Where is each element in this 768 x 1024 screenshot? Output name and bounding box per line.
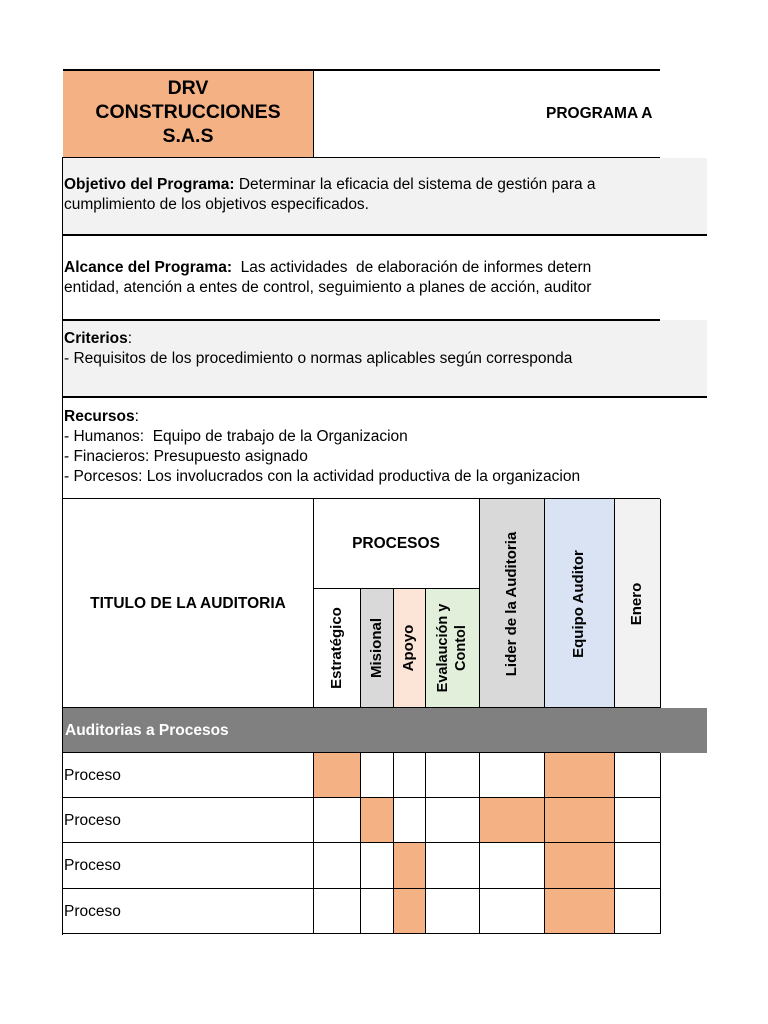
grid-line bbox=[63, 842, 660, 843]
grid-line bbox=[63, 888, 660, 889]
grid-line bbox=[63, 69, 660, 71]
grid-line bbox=[393, 753, 394, 934]
row4-apoyo-marked[interactable] bbox=[393, 889, 425, 934]
grid-line bbox=[313, 70, 314, 158]
col-enero-header bbox=[614, 499, 660, 708]
grid-line bbox=[425, 588, 426, 708]
grid-line bbox=[63, 234, 707, 236]
recursos-label: Recursos bbox=[64, 408, 135, 425]
grid-line bbox=[360, 588, 361, 708]
program-title bbox=[313, 70, 660, 158]
recursos-colon: : bbox=[134, 408, 139, 425]
alcance-text-2: entidad, atención a entes de control, seguimiento a planes de acción, auditor bbox=[64, 279, 592, 296]
grid-line bbox=[313, 753, 314, 934]
col-estrategico-header bbox=[313, 588, 360, 708]
row1-estrategico-marked[interactable] bbox=[313, 753, 360, 798]
grid-line bbox=[63, 157, 660, 158]
company-name-line2: CONSTRUCCIONES bbox=[95, 101, 281, 123]
recursos-text-2: - Finacieros: Presupuesto asignado bbox=[64, 448, 308, 465]
row-label: Proceso bbox=[64, 812, 121, 829]
grid-line bbox=[63, 498, 660, 499]
table-row[interactable] bbox=[64, 843, 313, 889]
row2-misional-marked[interactable] bbox=[360, 798, 393, 843]
alcance-section bbox=[64, 258, 661, 300]
grid-line bbox=[63, 319, 660, 321]
grid-line bbox=[313, 588, 479, 589]
grid-line bbox=[425, 753, 426, 934]
procesos-header-text: PROCESOS bbox=[352, 534, 440, 552]
grid-line bbox=[63, 396, 707, 398]
titulo-auditoria-header bbox=[63, 499, 313, 708]
row3-apoyo-marked[interactable] bbox=[393, 843, 425, 889]
grid-line bbox=[62, 157, 63, 935]
table-row[interactable] bbox=[64, 753, 313, 798]
col-equipo-header bbox=[544, 499, 614, 708]
row-label: Proceso bbox=[64, 857, 121, 874]
grid-line bbox=[63, 707, 660, 708]
titulo-auditoria-text: TITULO DE LA AUDITORIA bbox=[90, 594, 286, 612]
company-name-box bbox=[63, 70, 313, 158]
company-name-line1: DRV bbox=[167, 77, 209, 99]
procesos-header bbox=[313, 499, 479, 588]
alcance-text-1: Las actividades de elaboración de informes detern bbox=[231, 259, 592, 276]
criterios-colon: : bbox=[127, 330, 133, 347]
row1-equipo-marked[interactable] bbox=[544, 753, 614, 798]
objetivo-label: Objetivo del Programa: bbox=[64, 176, 235, 193]
grid-line bbox=[614, 753, 615, 934]
criterios-text-1: - Requisitos de los procedimiento o normas aplicables según corresponda bbox=[64, 350, 573, 367]
row2-lider-marked[interactable] bbox=[479, 798, 544, 843]
col-evaluacion-line2: Contol bbox=[453, 625, 469, 671]
grid-line bbox=[544, 753, 545, 934]
recursos-text-3: - Porcesos: Los involucrados con la actividad productiva de la organizacion bbox=[64, 468, 581, 485]
grid-line bbox=[479, 499, 480, 708]
grid-line bbox=[479, 753, 480, 934]
recursos-section bbox=[64, 407, 661, 491]
criterios-label: Criterios bbox=[64, 330, 128, 347]
recursos-text-1: - Humanos: Equipo de trabajo de la Organizacion bbox=[64, 428, 408, 445]
grid-line bbox=[393, 588, 394, 708]
col-equipo-label: Equipo Auditor bbox=[570, 549, 587, 658]
grid-line bbox=[63, 797, 660, 798]
group-row-auditorias bbox=[63, 708, 707, 753]
row4-equipo-marked[interactable] bbox=[544, 889, 614, 934]
row-label: Proceso bbox=[64, 767, 121, 784]
grid-line bbox=[614, 499, 615, 708]
col-apoyo-header bbox=[393, 588, 425, 708]
objetivo-text-2: cumplimiento de los objetivos especificados. bbox=[64, 196, 369, 213]
grid-line bbox=[544, 499, 545, 708]
col-lider-header bbox=[479, 499, 544, 708]
row-label: Proceso bbox=[64, 903, 121, 920]
program-title-text: PROGRAMA A bbox=[546, 105, 653, 122]
grid-line bbox=[313, 499, 314, 708]
grid-line bbox=[63, 752, 660, 753]
col-misional-label: Misional bbox=[367, 617, 385, 679]
row3-equipo-marked[interactable] bbox=[544, 843, 614, 889]
grid-line bbox=[660, 753, 661, 934]
col-evaluacion-line1: Evalaución y bbox=[435, 603, 451, 693]
col-evaluacion-label bbox=[434, 604, 470, 693]
col-enero-label: Enero bbox=[628, 582, 645, 625]
objetivo-text-1: Determinar la eficacia del sistema de gestión para a bbox=[234, 176, 596, 193]
table-row[interactable] bbox=[64, 798, 313, 843]
col-estrategico-label: Estratégico bbox=[327, 607, 345, 689]
row2-equipo-marked[interactable] bbox=[544, 798, 614, 843]
table-row[interactable] bbox=[64, 889, 313, 934]
alcance-label: Alcance del Programa: bbox=[64, 259, 232, 276]
grid-line bbox=[660, 499, 661, 708]
grid-line bbox=[63, 933, 660, 934]
company-name-line3: S.A.S bbox=[162, 125, 214, 147]
col-lider-label: Lider de la Auditoria bbox=[502, 531, 520, 676]
criterios-section bbox=[64, 329, 661, 371]
group-row-label: Auditorias a Procesos bbox=[65, 722, 229, 739]
grid-line bbox=[360, 753, 361, 934]
col-misional-header bbox=[360, 588, 393, 708]
col-apoyo-label: Apoyo bbox=[400, 624, 417, 672]
col-evaluacion-header bbox=[425, 588, 479, 708]
objetivo-section bbox=[64, 175, 661, 217]
